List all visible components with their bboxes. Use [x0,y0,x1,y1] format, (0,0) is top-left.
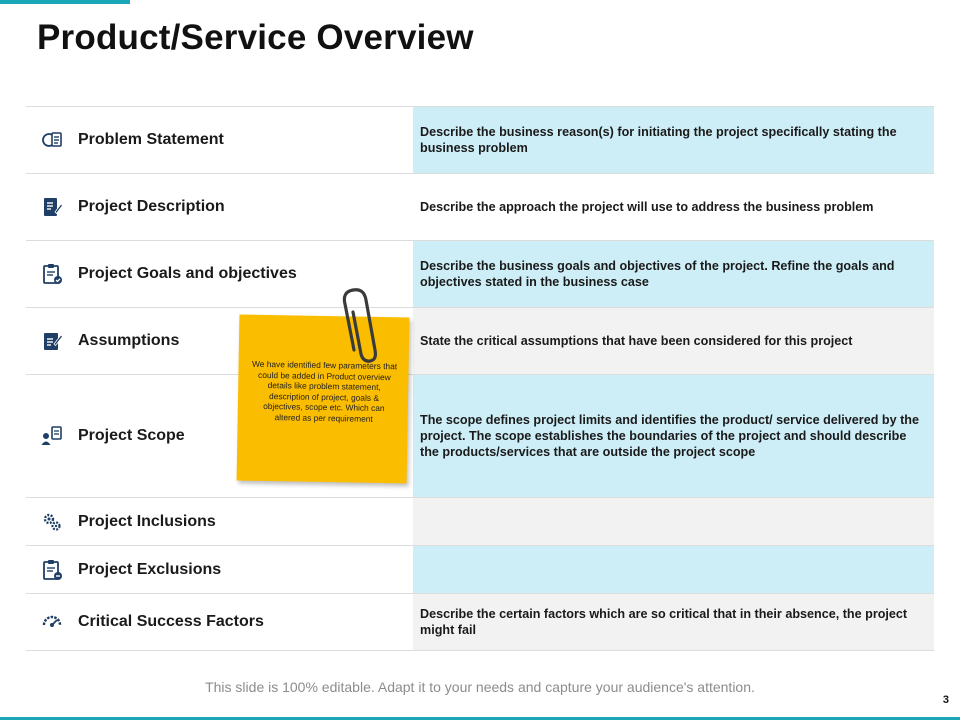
row-label: Project Goals and objectives [78,265,297,282]
project-description-icon [40,195,64,219]
row-label: Project Description [78,198,225,215]
goals-clipboard-icon [40,262,64,286]
table-row-project-exclusions [26,545,934,593]
row-label: Problem Statement [78,131,224,148]
row-description: The scope defines project limits and identifies the product/ service delivered by the project. The scope establishes the boundaries of the project and should describe the products/services that are outside the project scope [413,375,934,497]
row-description: Describe the approach the project will use to address the business problem [413,174,934,240]
assumptions-icon [40,329,64,353]
row-description: State the critical assumptions that have been considered for this project [413,308,934,374]
row-label: Project Inclusions [78,512,216,530]
sticky-note-text: We have identified few parameters that could be added in Product overview details like problem statement, description of project, goals & objectives, scope etc. Which can altered as per requirement [251,358,398,424]
page-title: Product/Service Overview [37,18,474,57]
gears-icon [40,510,64,534]
row-description [413,498,934,545]
top-accent-bar [0,0,130,4]
table-row-problem-statement [26,106,934,173]
row-label-cell [26,594,413,650]
row-label-cell [26,107,413,173]
table-row-assumptions [26,307,934,374]
table-row-project-inclusions [26,497,934,545]
overview-table [26,106,934,651]
row-label: Assumptions [78,332,180,349]
table-row-project-goals [26,240,934,307]
row-label-cell [26,546,413,593]
row-description [413,546,934,593]
row-label: Project Exclusions [78,560,222,578]
row-label: Critical Success Factors [78,613,264,630]
project-scope-icon [40,424,64,448]
row-description: Describe the business goals and objectives of the project. Refine the goals and objectives stated in the business case [413,241,934,307]
row-label-cell [26,174,413,240]
paperclip-icon [340,288,386,364]
row-label: Project Scope [78,427,185,444]
problem-statement-icon [40,128,64,152]
row-label-cell [26,498,413,545]
row-description: Describe the business reason(s) for initiating the project specifically stating the business problem [413,107,934,173]
table-row-project-scope [26,374,934,497]
table-row-critical-success-factors [26,593,934,651]
table-row-project-description [26,173,934,240]
footer-text: This slide is 100% editable. Adapt it to your needs and capture your audience's attention. [205,679,755,695]
row-description: Describe the certain factors which are so critical that in their absence, the project might fail [413,594,934,650]
page-number: 3 [942,694,949,706]
success-gauge-icon [40,610,64,634]
exclusions-clipboard-icon [40,558,64,582]
